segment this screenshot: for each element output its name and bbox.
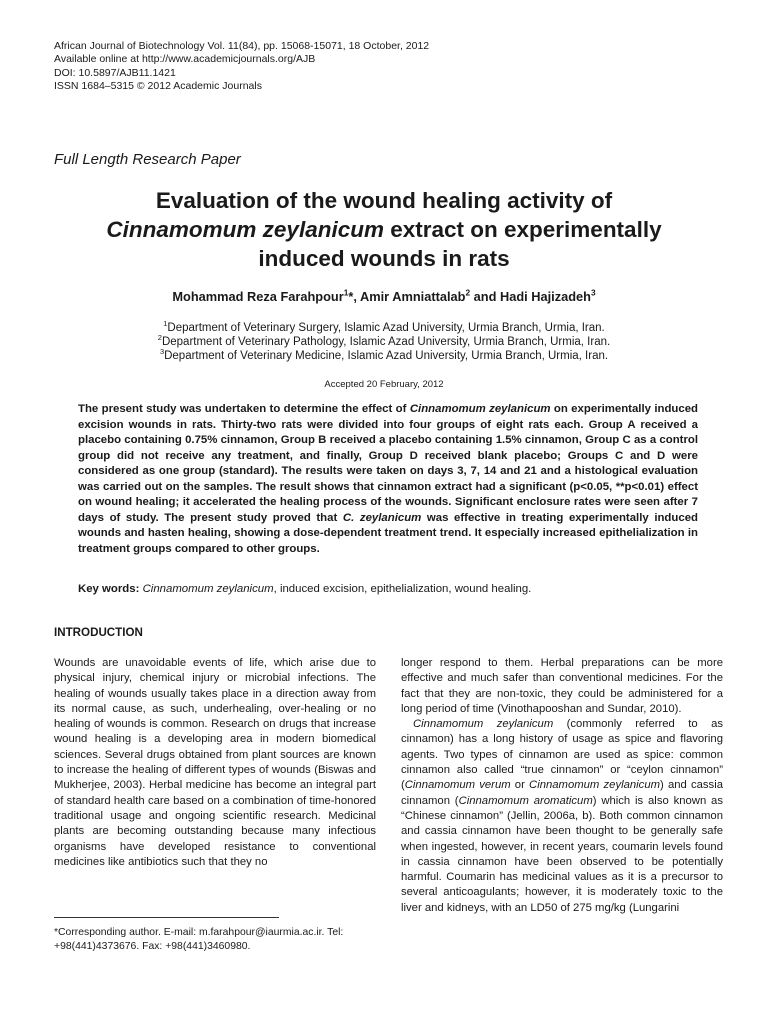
abstract-text-1: The present study was undertaken to determine the effect of xyxy=(78,403,410,415)
paper-title xyxy=(60,186,708,273)
title-species: Cinnamomum zeylanicum xyxy=(106,217,384,242)
author-list xyxy=(60,289,708,304)
title-line-2-rest: extract on experimentally xyxy=(383,217,662,242)
body-column-left xyxy=(54,656,376,870)
corresponding-author-footnote: *Corresponding author. E-mail: m.farahpour@iaurmia.ac.ir. Tel: +98(441)4373676. Fax: +98(441)3460980. xyxy=(54,927,344,952)
abstract-text-3: was effective in treating experimentally induced wounds and hasten healing, showing a dose-dependent treatment trend. It especially increased epithelialization in treatment groups compared to other groups. xyxy=(78,511,698,555)
author-3: Hadi Hajizadeh xyxy=(499,289,591,304)
affiliation-list xyxy=(60,321,708,363)
species-name: Cinnamomum verum xyxy=(404,779,511,792)
footnote-divider xyxy=(54,917,279,918)
author-and: and xyxy=(470,289,500,304)
author-2: Amir Amniattalab xyxy=(359,289,466,304)
abstract-species-1: Cinnamomum zeylanicum xyxy=(409,403,551,415)
affiliation-2 xyxy=(60,335,708,349)
author-2-affil: 2 xyxy=(465,287,471,298)
keywords-rest: , induced excision, epithelialization, wound healing. xyxy=(273,583,532,595)
keywords-species: Cinnamomum zeylanicum xyxy=(142,583,274,595)
affiliation-2-number: 2 xyxy=(157,333,162,343)
intro-paragraph-2 xyxy=(401,717,723,916)
author-1-corresponding: *, xyxy=(348,289,360,304)
title-line-2 xyxy=(60,215,708,244)
journal-header xyxy=(54,40,429,94)
paragraph-text: ) and cassia cinnamon ( xyxy=(401,779,723,807)
affiliation-3-number: 3 xyxy=(159,347,165,357)
journal-issn: ISSN 1684–5315 © 2012 Academic Journals xyxy=(54,80,262,93)
title-line-3: induced wounds in rats xyxy=(258,246,510,271)
journal-doi: DOI: 10.5897/AJB11.1421 xyxy=(54,66,176,79)
keywords-label: Key words: xyxy=(78,583,143,595)
author-1-affil: 1 xyxy=(343,287,349,298)
paragraph-text: or xyxy=(510,779,530,792)
paragraph-text: ) which is also known as “Chinese cinnamon” (Jellin, 2006a, b). Both common cinnamon and cassia cinnamon have been thought to be generally safe when ingested, however, in recent years, coumarin levels found in cassia cinnamon have been observed to be potentially harmful. Coumarin has medicinal values as it is a precursor to several anticoagulants; however, it is moderately toxic to the liver and kidneys, with an LD50 of 275 mg/kg (Lungarini xyxy=(401,794,723,914)
accepted-date: Accepted 20 February, 2012 xyxy=(324,379,444,390)
affiliation-1-text: Department of Veterinary Surgery, Islamic Azad University, Urmia Branch, Urmia, Iran. xyxy=(167,322,605,334)
abstract-text-2: on experimentally induced excision wounds in rats. Thirty-two rats were divided into four groups of eight rats each. Group A received a placebo containing 0.75% cinnamon, Group B received a placebo containing 1.5% cinnamon, Group C as a control group did not receive any treatment, and finally, Group D received blank placebo; Groups C and D were considered as one group (standard). The results were taken on days 3, 7, 14 and 21 and a histological evaluation was carried out on the samples. The result shows that cinnamon extract had a significant (p<0.05, **p<0.01) effect on wound healing; it accelerated the healing process of the wounds. Significant enclosure rates were seen after 7 days of study. The present study proved that xyxy=(78,403,698,524)
intro-paragraph-1-continued: longer respond to them. Herbal preparations can be more effective and much safer than conventional medicines. For the fact that they are non-toxic, they could be administered for a long period of time (Vinothapooshan and Sundar, 2010). xyxy=(401,657,723,715)
species-name: Cinnamomum aromaticum xyxy=(458,794,593,807)
affiliation-3 xyxy=(60,349,708,363)
journal-url: Available online at http://www.academicjournals.org/AJB xyxy=(54,53,316,66)
journal-citation: African Journal of Biotechnology Vol. 11(84), pp. 15068-15071, 18 October, 2012 xyxy=(54,40,430,52)
abstract xyxy=(78,402,698,557)
keywords xyxy=(78,582,698,597)
affiliation-3-text: Department of Veterinary Medicine, Islamic Azad University, Urmia Branch, Urmia, Iran. xyxy=(164,350,609,362)
affiliation-1-number: 1 xyxy=(163,319,168,329)
paper-type: Full Length Research Paper xyxy=(54,151,241,168)
affiliation-2-text: Department of Veterinary Pathology, Islamic Azad University, Urmia Branch, Urmia, Iran. xyxy=(161,336,611,348)
section-heading-introduction: INTRODUCTION xyxy=(54,626,143,639)
abstract-species-2: C. zeylanicum xyxy=(342,511,422,524)
body-column-right xyxy=(401,656,723,916)
title-line-1: Evaluation of the wound healing activity of xyxy=(155,188,613,213)
author-1: Mohammad Reza Farahpour xyxy=(172,289,344,304)
species-name: Cinnamomum zeylanicum xyxy=(529,779,661,792)
intro-paragraph-1: Wounds are unavoidable events of life, which arise due to physical injury, chemical injury or microbial infections. The healing of wounds usually takes place in a direction away from its normal cause, as such, underhealing, over-healing or no healing of wounds is common. Research on drugs that increase wound healing is a developing area in modern biomedical sciences. Several drugs obtained from plant sources are known to increase the healing of different types of wounds (Biswas and Mukherjee, 2003). Herbal medicine has become an integral part of standard health care based on a combination of time-honored traditional usage and ongoing scientific research. Medicinal plants are becoming outstanding because many infectious organisms have developed resistance to conventional medicines like antibiotics such that they no xyxy=(54,657,376,868)
author-3-affil: 3 xyxy=(591,287,596,298)
paragraph-text: (commonly referred to as cinnamon) has a long history of usage as spice and flavoring agents. Two types of cinnamon are used as spice: common cinnamon also called “true cinnamon” or “ceylon cinnamon” ( xyxy=(401,718,723,792)
species-name: Cinnamomum zeylanicum xyxy=(413,718,554,731)
